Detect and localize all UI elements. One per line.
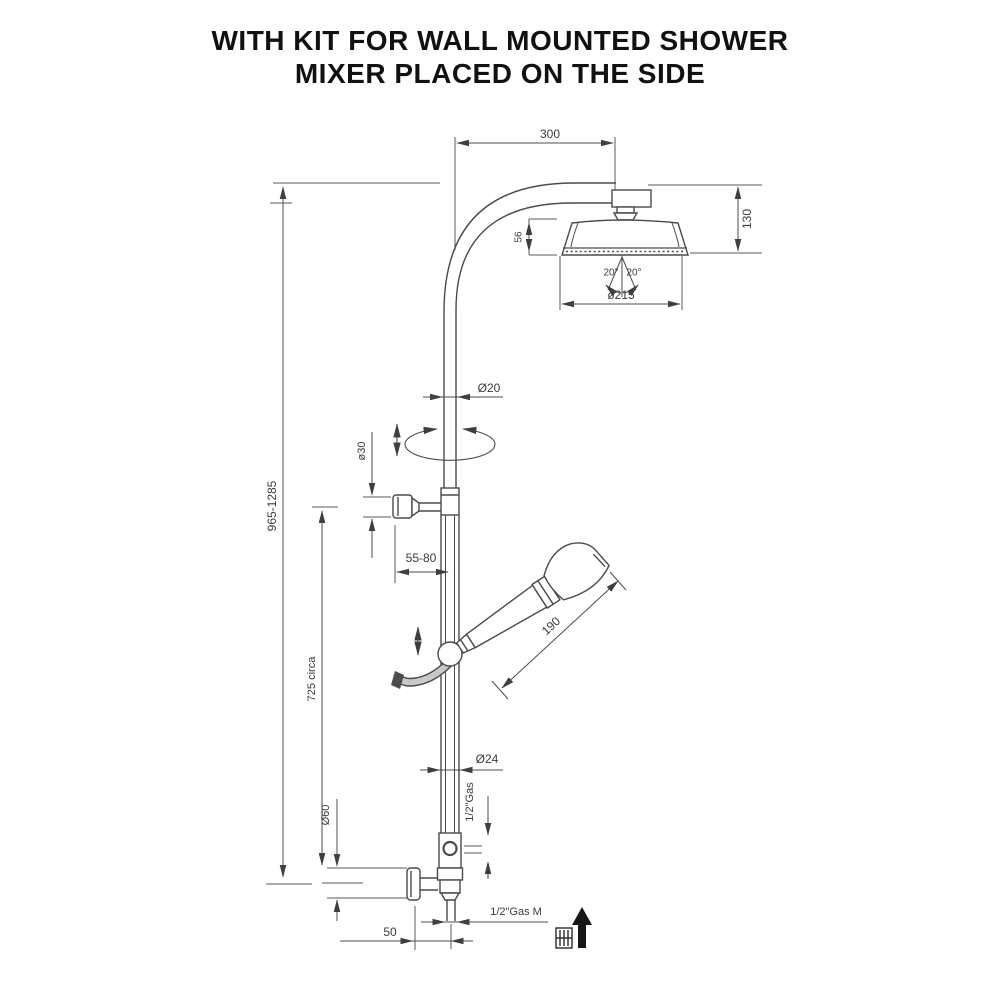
page-title-line1: WITH KIT FOR WALL MOUNTED SHOWER: [211, 25, 789, 56]
dim-spray-angle-right: 20°: [626, 267, 642, 279]
hand-shower: [444, 532, 613, 666]
logo-stamp-icon: [556, 928, 572, 948]
dim-head-drop-height: 130: [740, 208, 754, 230]
dim-wall-flange-diameter: Ø60: [320, 804, 332, 826]
wall-union: [407, 868, 438, 900]
dim-inlet-wall-offset: 50: [383, 925, 397, 939]
dim-lower-tube-diameter: Ø24: [475, 752, 499, 766]
rain-shower-head: [562, 220, 688, 255]
dim-spray-angle-left: 20°: [603, 267, 619, 279]
dim-head-wall-offset: 300: [539, 127, 561, 141]
wall-bracket: [393, 488, 459, 518]
head-mount: [612, 190, 651, 224]
page-title-line2: MIXER PLACED ON THE SIDE: [294, 58, 706, 89]
column-collar: [441, 488, 459, 515]
dim-bracket-flange-diameter: ø30: [356, 441, 368, 461]
dim-bracket-reach: 55-80: [405, 551, 437, 565]
dim-column-height: 965-1285: [265, 480, 279, 532]
dimension-lines: [283, 143, 738, 941]
dim-head-diameter: ø215: [607, 288, 635, 302]
dim-outlet-thread: 1/2"Gas M: [490, 906, 542, 918]
dim-head-rim-height: 56: [513, 231, 525, 243]
up-arrow-icon: [572, 907, 592, 948]
extension-lines: [266, 137, 762, 950]
diverter-valve: [438, 833, 463, 900]
dim-handshower-length: 190: [538, 614, 564, 638]
diverter-knob: [444, 842, 457, 855]
dim-handshower-height: 725 circa: [306, 656, 318, 702]
dim-inlet-thread: 1/2"Gas: [464, 782, 476, 822]
rotation-arrow-icon: [405, 429, 495, 460]
dim-upper-tube-diameter: Ø20: [477, 381, 501, 395]
